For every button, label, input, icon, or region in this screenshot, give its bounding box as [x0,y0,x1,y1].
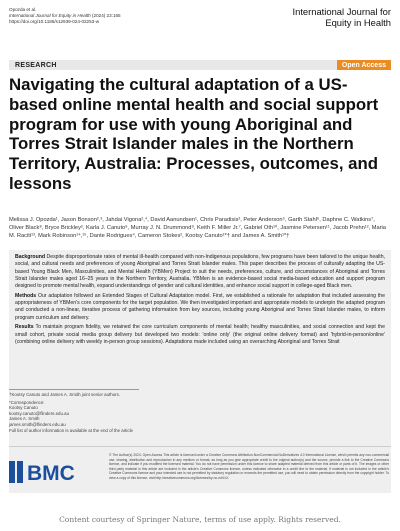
article-meta [9,7,121,24]
background-heading: Background [15,254,45,260]
author-info-note: Full list of author information is available at the end of the article [9,427,133,433]
copyright-notice: © The Author(s) 2024. Open Access This article is licensed under a Creative Commons Attribution-NonCommercial-NoDerivatives 4.0 International License, which permits any non-commercial use, sharing, distribution and reproduction in any medium or format, as long as you give appropriate credit to the original author(s) and the source, provide a link to the Creative Commons licence, and indicate if you modified the licensed material. You do not have permission under this licence to share adapted material derived from this article or parts of it. The images or other third party material in this article are included in the article's Creative Commons licence, unless indicated otherwise in a credit line to the material. If material is not included in the article's Creative Commons licence and your intended use is not permitted by statutory regulation or exceeds the permitted use, you will need to obtain permission directly from the copyright holder. To view a copy of this licence, visit http://creativecommons.org/licenses/by-nc-nd/4.0/. [109,453,389,480]
abstract-results [15,324,385,346]
correspondence-label: *Correspondence: [9,399,45,405]
bmc-logo-text: BMC [27,462,75,485]
courtesy-notice: Content courtesy of Springer Nature, terms of use apply. Rights reserved. [59,515,341,524]
abstract-methods [15,293,385,322]
article-type-label: RESEARCH [15,61,57,69]
page-footer [9,446,391,501]
author-list: Melissa J. Opozda¹, Jason Bonson²,³, Jahdai Vigona²,⁴, David Aanundsen¹, Chris Paradisis², Peter Anderson⁵, Garth Stahl⁶, Daphne C. Watkins⁷, Oliver Black⁸, Bryce Brickley², Karla J. Canuto⁹, Murray J. N. Drummond⁹, Keith F. Miller Jr.⁷, Gabriel Oth¹⁰, Jasmine Petersen¹¹, Jacob Prehn¹², Maria M. Raciti¹³, Mark Robinson¹⁴,¹⁵, Dante Rodrigues⁴, Cameron Stokes², Kootsy Canuto¹*† and James A. Smith¹*† [9,217,386,240]
joint-authors-note: †Kootsy Canuto and James A. Smith joint senior authors. [9,392,121,397]
article-type-banner [9,60,391,70]
journal-citation [9,13,121,19]
results-text: To maintain program fidelity, we retained the core curriculum components of mental health; healthy masculinities, and social connection and kept the small cohort, private social media group delivery but developed two models: 'online only' (the original online delivery format) and 'hybrid-in-person/online' (combining online delivery with weekly in-person group sessions). Adaptations made included using an overarching Aboriginal and Torres Strait [15,324,385,345]
background-text: Despite disproportionate rates of mental ill-health compared with non-Indigenous populations, few programs have been tailored to the unique health, social, and cultural needs and preferences of young Aboriginal and Torres Strait Islander males. This paper describes the process of culturally adapting the US-based Young Black Men, Masculinities, and Mental Health (YBMen) Project to suit the needs, preferences, culture, and circumstances of Aboriginal and Torres Strait Islander males aged 16–25 years in the Northern Territory, Australia. YBMen is an evidence-based social media-based education and support program designed to promote mental health, expand understandings of gender and cultural identities, and enhance social support in college-aged Black men. [15,254,385,289]
article-title: Navigating the cultural adaptation of a US-based online mental health and social support program for use with young Aboriginal and Torres Strait Islander males in the Northern Territory, Australia: Processes, outcomes, and lessons [9,75,379,193]
methods-text: Our adaptation followed an Extended Stages of Cultural Adaptation model. First, we established a rationale for adaptation that included assessing the appropriateness of YBMen's core components for the target population. We then investigated important and appropriate models to underpin the adapted program and conducted a non-linear, iterative process of gathering information from key sources, including young Aboriginal and Torres Strait Islander males, to inform program curriculum and delivery. [15,292,385,321]
correspondent-name-1: Kootsy Canuto [9,405,38,411]
open-access-badge: Open Access [337,60,391,70]
journal-title-line1: International Journal for [292,6,391,17]
volume-info: (2024) 23:165 [92,12,121,18]
correspondent-name-2: James A. Smith [9,416,40,422]
doi-link[interactable]: https://doi.org/10.1186/s12939-024-02253-w [9,18,100,24]
footnote-divider [9,389,139,390]
results-heading: Results [15,324,34,331]
abstract-background [15,254,385,290]
journal-name-small: International Journal for Equity in Health [9,12,91,18]
correspondent-email-1[interactable]: kootsy.canuto@flinders.edu.au [9,410,70,416]
author-short: Opozda et al. [9,7,37,12]
bmc-logo [9,459,99,485]
correspondent-email-2[interactable]: james.smith@flinders.edu.au [9,421,66,427]
journal-title [293,6,392,28]
footnotes [9,389,139,433]
journal-title-line2: Equity in Health [325,17,391,28]
bmc-logo-graphic [9,459,99,485]
methods-heading: Methods [15,292,37,299]
